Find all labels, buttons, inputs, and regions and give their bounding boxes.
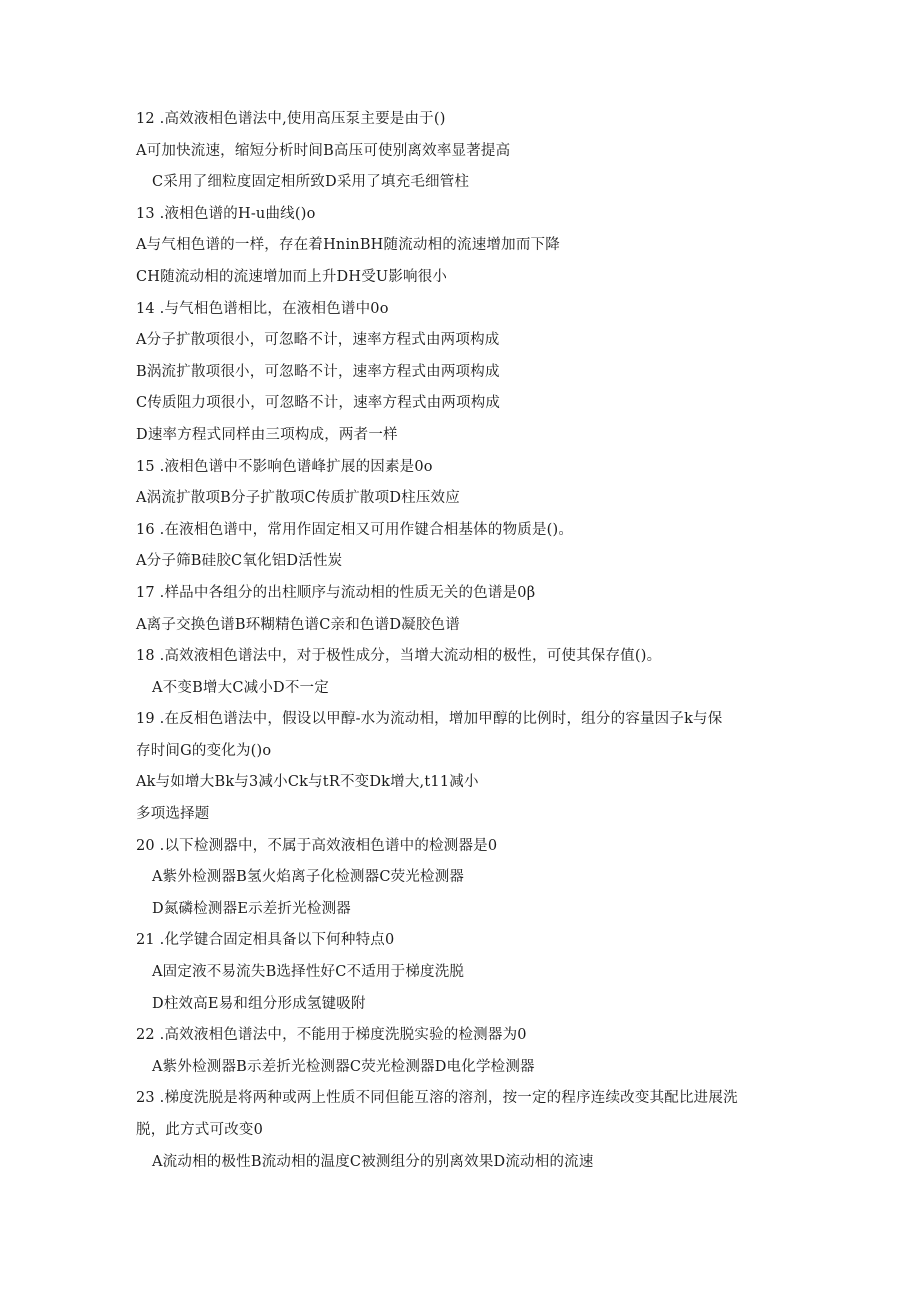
text-line: A与气相色谱的一样，存在着HninBH随流动相的流速增加而下降	[136, 237, 560, 254]
text-line: A可加快流速，缩短分析时间B高压可使别离效率显著提高	[136, 142, 511, 159]
text-line: A分子筛B硅胶C氧化铝D活性炭	[136, 553, 343, 570]
text-line: 13 .液相色谱的H-u曲线()o	[136, 205, 316, 222]
text-line: D柱效高E易和组分形成氢键吸附	[152, 995, 366, 1012]
text-line: 14 .与气相色谱相比，在液相色谱中0o	[136, 300, 389, 317]
text-line: 18 .高效液相色谱法中，对于极性成分，当增大流动相的极性，可使其保存值()。	[136, 648, 662, 665]
text-line: 16 .在液相色谱中，常用作固定相又可用作键合相基体的物质是()。	[136, 521, 574, 538]
text-line: B涡流扩散项很小，可忽略不计，速率方程式由两项构成	[136, 363, 500, 380]
text-line: 22 .高效液相色谱法中，不能用于梯度洗脱实验的检测器为0	[136, 1027, 527, 1044]
text-line: A不变B增大C减小D不一定	[152, 679, 329, 696]
text-line: A流动相的极性B流动相的温度C被测组分的别离效果D流动相的流速	[152, 1153, 594, 1170]
text-line: 15 .液相色谱中不影响色谱峰扩展的因素是0o	[136, 458, 433, 475]
text-line: 多项选择题	[136, 806, 210, 823]
text-line: C采用了细粒度固定相所致D采用了填充毛细管柱	[152, 174, 470, 191]
text-line: A紫外检测器B氢火焰离子化检测器C荧光检测器	[152, 869, 465, 886]
text-line: C传质阻力项很小，可忽略不计，速率方程式由两项构成	[136, 395, 501, 412]
text-line: Ak与如增大Bk与3减小Ck与tR不变Dk增大,t11减小	[136, 774, 479, 791]
text-line: 19 .在反相色谱法中，假设以甲醇-水为流动相，增加甲醇的比例时，组分的容量因子k与保	[136, 711, 723, 728]
text-line: A涡流扩散项B分子扩散项C传质扩散项D柱压效应	[136, 490, 460, 507]
text-line: CH随流动相的流速增加而上升DH受U影响很小	[136, 268, 448, 285]
question-list	[136, 104, 786, 1178]
text-line: A紫外检测器B示差折光检测器C荧光检测器D电化学检测器	[152, 1058, 535, 1075]
text-line: 存时间G的变化为()o	[136, 742, 272, 759]
text-line: 21 .化学键合固定相具备以下何种特点0	[136, 932, 395, 949]
text-line: 20 .以下检测器中，不属于高效液相色谱中的检测器是0	[136, 837, 498, 854]
text-line: 17 .样品中各组分的出柱顺序与流动相的性质无关的色谱是0β	[136, 584, 536, 601]
text-line: A固定液不易流失B选择性好C不适用于梯度洗脱	[152, 964, 465, 981]
text-line: 脱，此方式可改变0	[136, 1122, 264, 1138]
text-line: A分子扩散项很小，可忽略不计，速率方程式由两项构成	[136, 332, 500, 349]
text-line: 23 .梯度洗脱是将两种或两上性质不同但能互溶的溶剂，按一定的程序连续改变其配比进展洗	[136, 1090, 738, 1107]
text-line: A离子交换色谱B环糊精色谱C亲和色谱D凝胶色谱	[136, 616, 460, 633]
text-line: D氮磷检测器E示差折光检测器	[152, 900, 352, 917]
text-line: D速率方程式同样由三项构成，两者一样	[136, 426, 398, 443]
text-line: 12 .高效液相色谱法中,使用高压泵主要是由于()	[136, 111, 446, 127]
